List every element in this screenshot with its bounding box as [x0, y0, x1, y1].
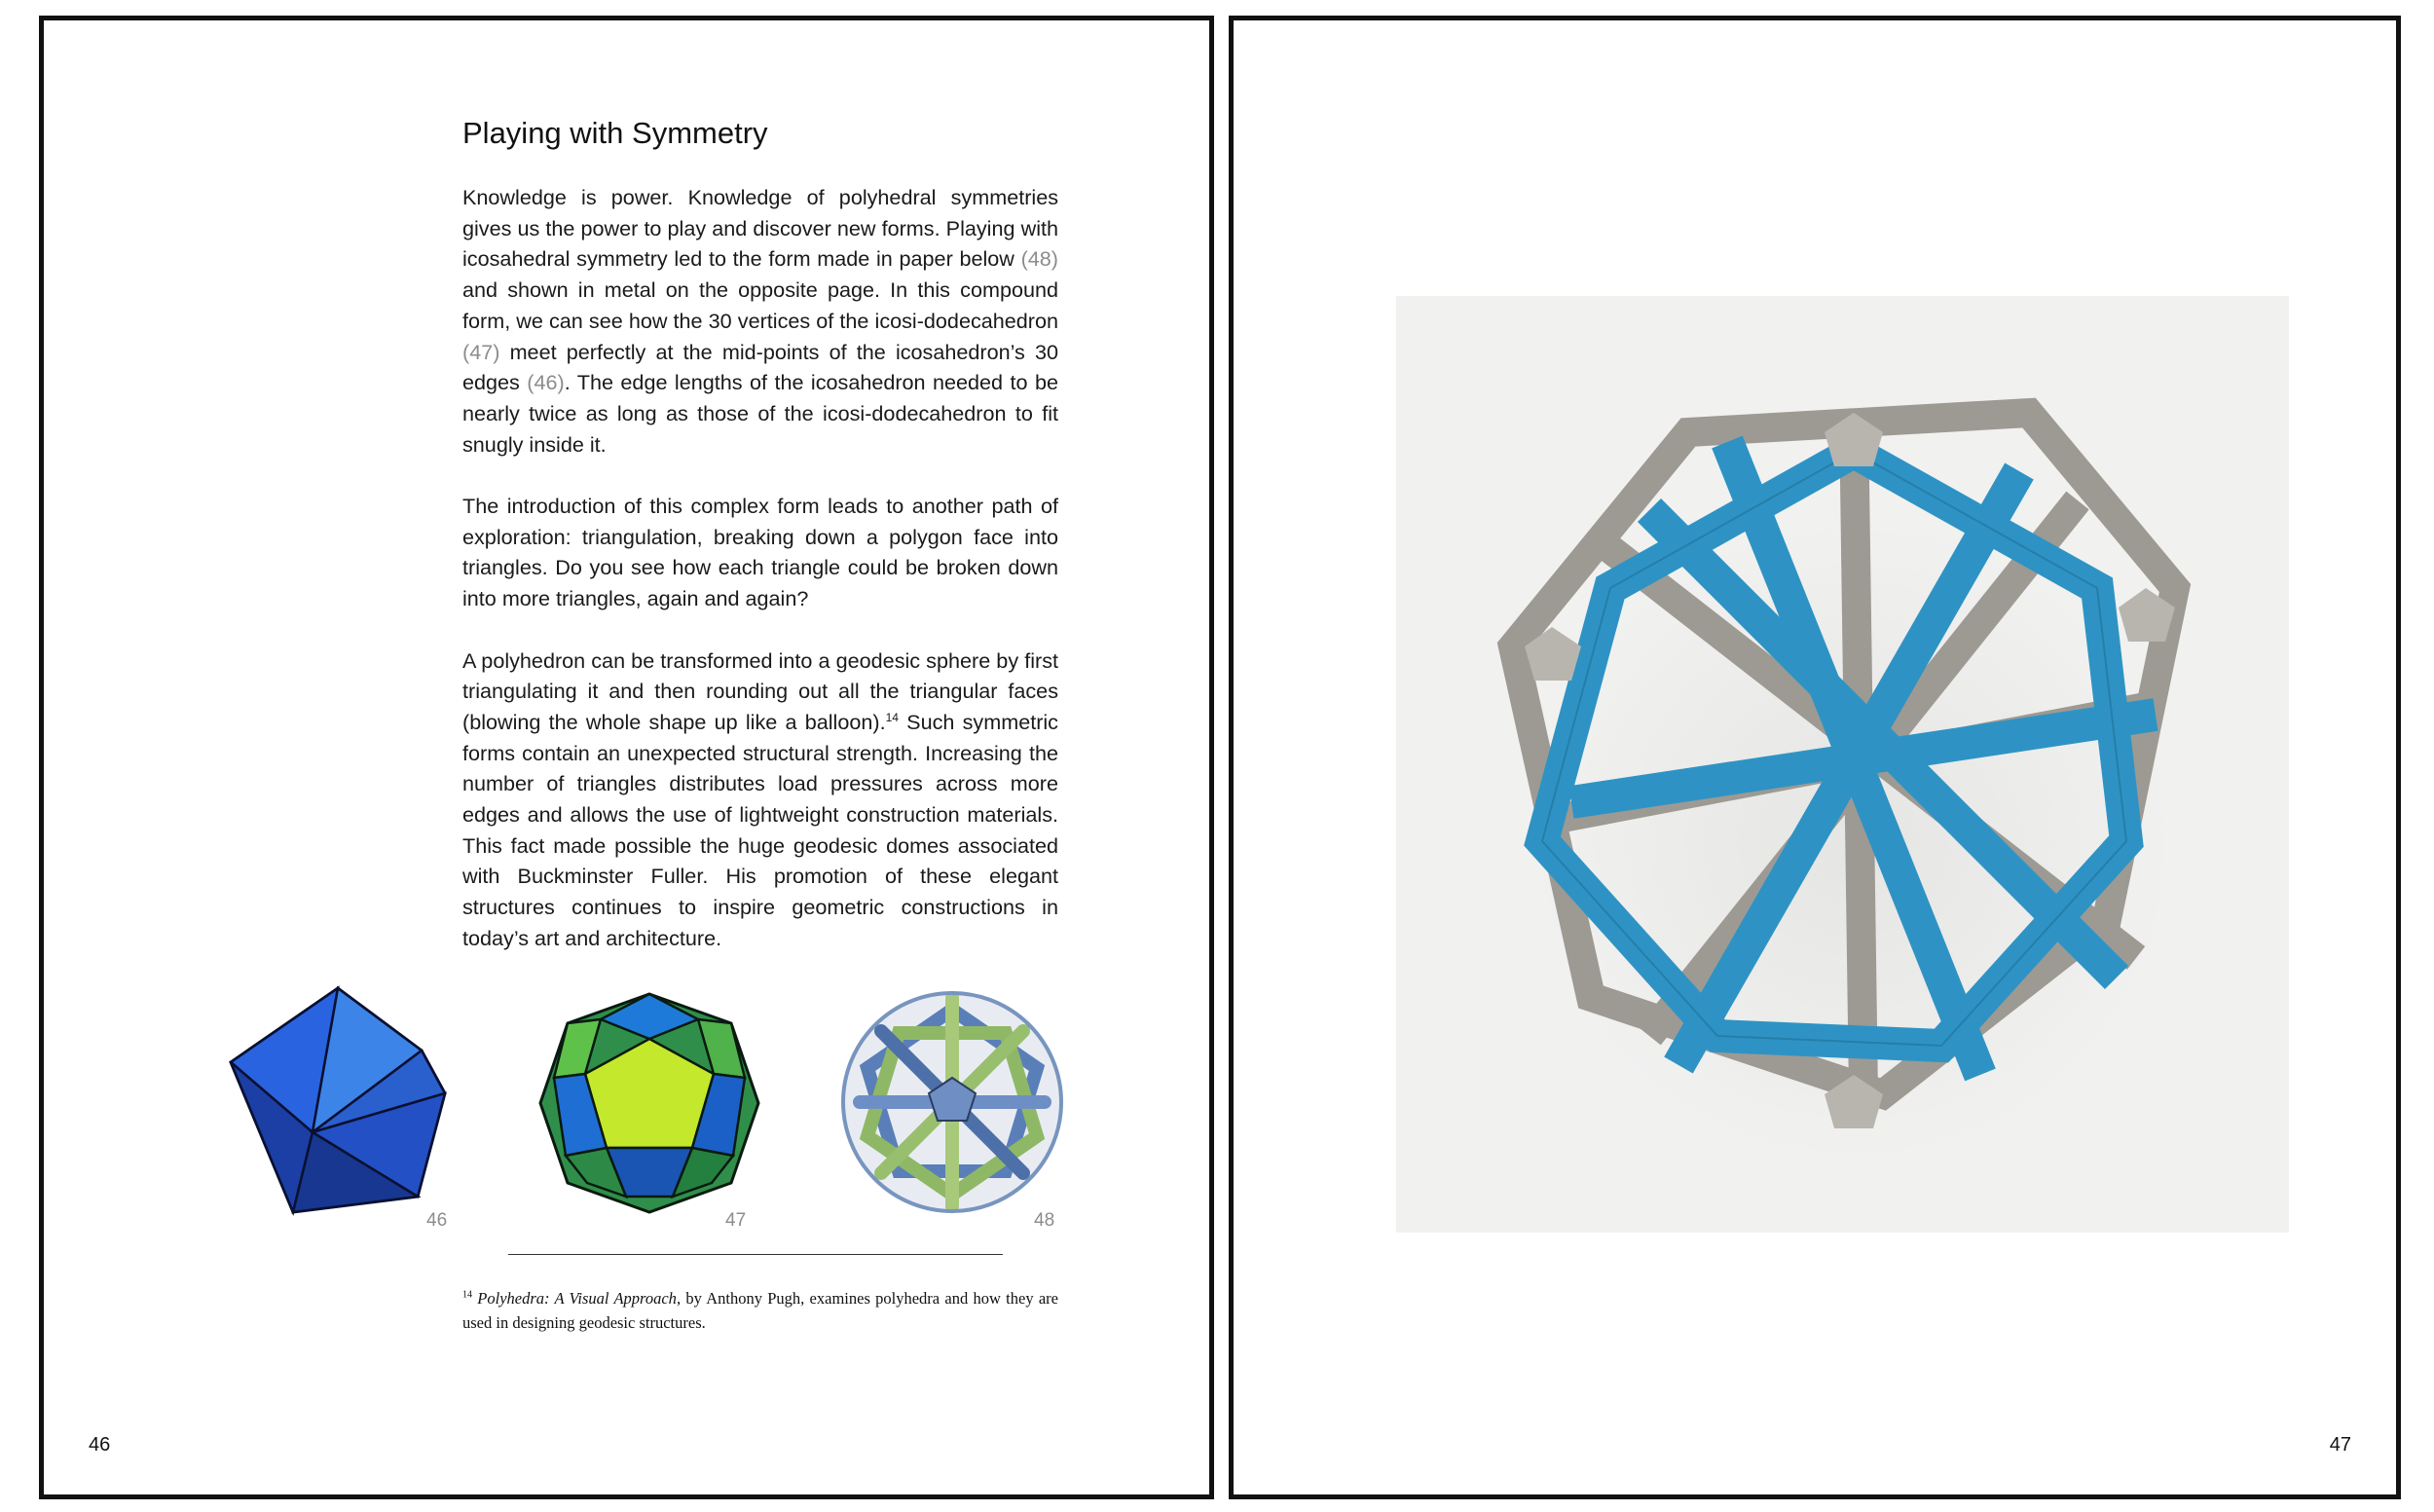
figure-number-47: 47: [725, 1210, 747, 1231]
footnote-divider: [508, 1254, 1003, 1255]
figure-ref-48: (48): [1020, 246, 1058, 272]
body-text: [462, 182, 1058, 984]
icosidodecahedron-illustration: [536, 990, 762, 1216]
footnote: $^{14}$ Polyhedra: A Visual Approach, by Anthony Pugh, examines polyhedra and how they are used in designing geodesic structures.: [462, 1289, 1059, 1332]
figure-ref-46: (46): [527, 370, 565, 395]
page-number: 46: [89, 1434, 111, 1456]
paper-compound-illustration: [838, 988, 1066, 1216]
figure-number-46: 46: [426, 1210, 448, 1231]
paragraph-2: The introduction of this complex form leads to another path of exploration: triangulation, breaking down a polygon face into triangles. Do you see how each triangle could be broken down into more triangles, again and again?: [462, 494, 1058, 611]
left-page: [39, 16, 1214, 1499]
paragraph-1: Knowledge is power. Knowledge of polyhedral symmetries gives us the power to play and discover new forms. Playing with icosahedral symmetry led to the form made in paper below (48) and shown in metal on the opposite page. In this compound form, we can see how the 30 vertices of the icosi-dodecahedron (47) meet perfectly at the mid-points of the icosahedron’s 30 edges (46). The edge lengths of the icosahedron needed to be nearly twice as long as those of the icosi-dodecahedron to fit snugly inside it.: [462, 185, 1058, 457]
paragraph-3: A polyhedron can be transformed into a geodesic sphere by first triangulating it and then rounding out all the triangular faces (blowing the whole shape up like a balloon).$^{14}$ Such symmetric forms contain an unexpected structural strength. Increasing the number of triangles distributes load pressures across more edges and allows the use of lightweight construction materials. This fact made possible the huge geodesic domes associated with Buckminster Fuller. His promotion of these elegant structures continues to inspire geometric constructions in today’s art and architecture.: [462, 647, 1058, 950]
figure-ref-47: (47): [462, 339, 500, 364]
figure-number-48: 48: [1034, 1210, 1055, 1231]
footnote-mark: 14: [462, 1289, 472, 1301]
page-title: Playing with Symmetry: [462, 116, 768, 150]
metal-geodesic-sculpture-photo: [1396, 296, 2289, 1233]
right-page: [1229, 16, 2401, 1499]
footnote-marker: 14: [885, 710, 899, 724]
page-number: 47: [2329, 1434, 2351, 1456]
book-title: Polyhedra: A Visual Approach: [477, 1289, 677, 1308]
icosahedron-illustration: [225, 984, 451, 1218]
